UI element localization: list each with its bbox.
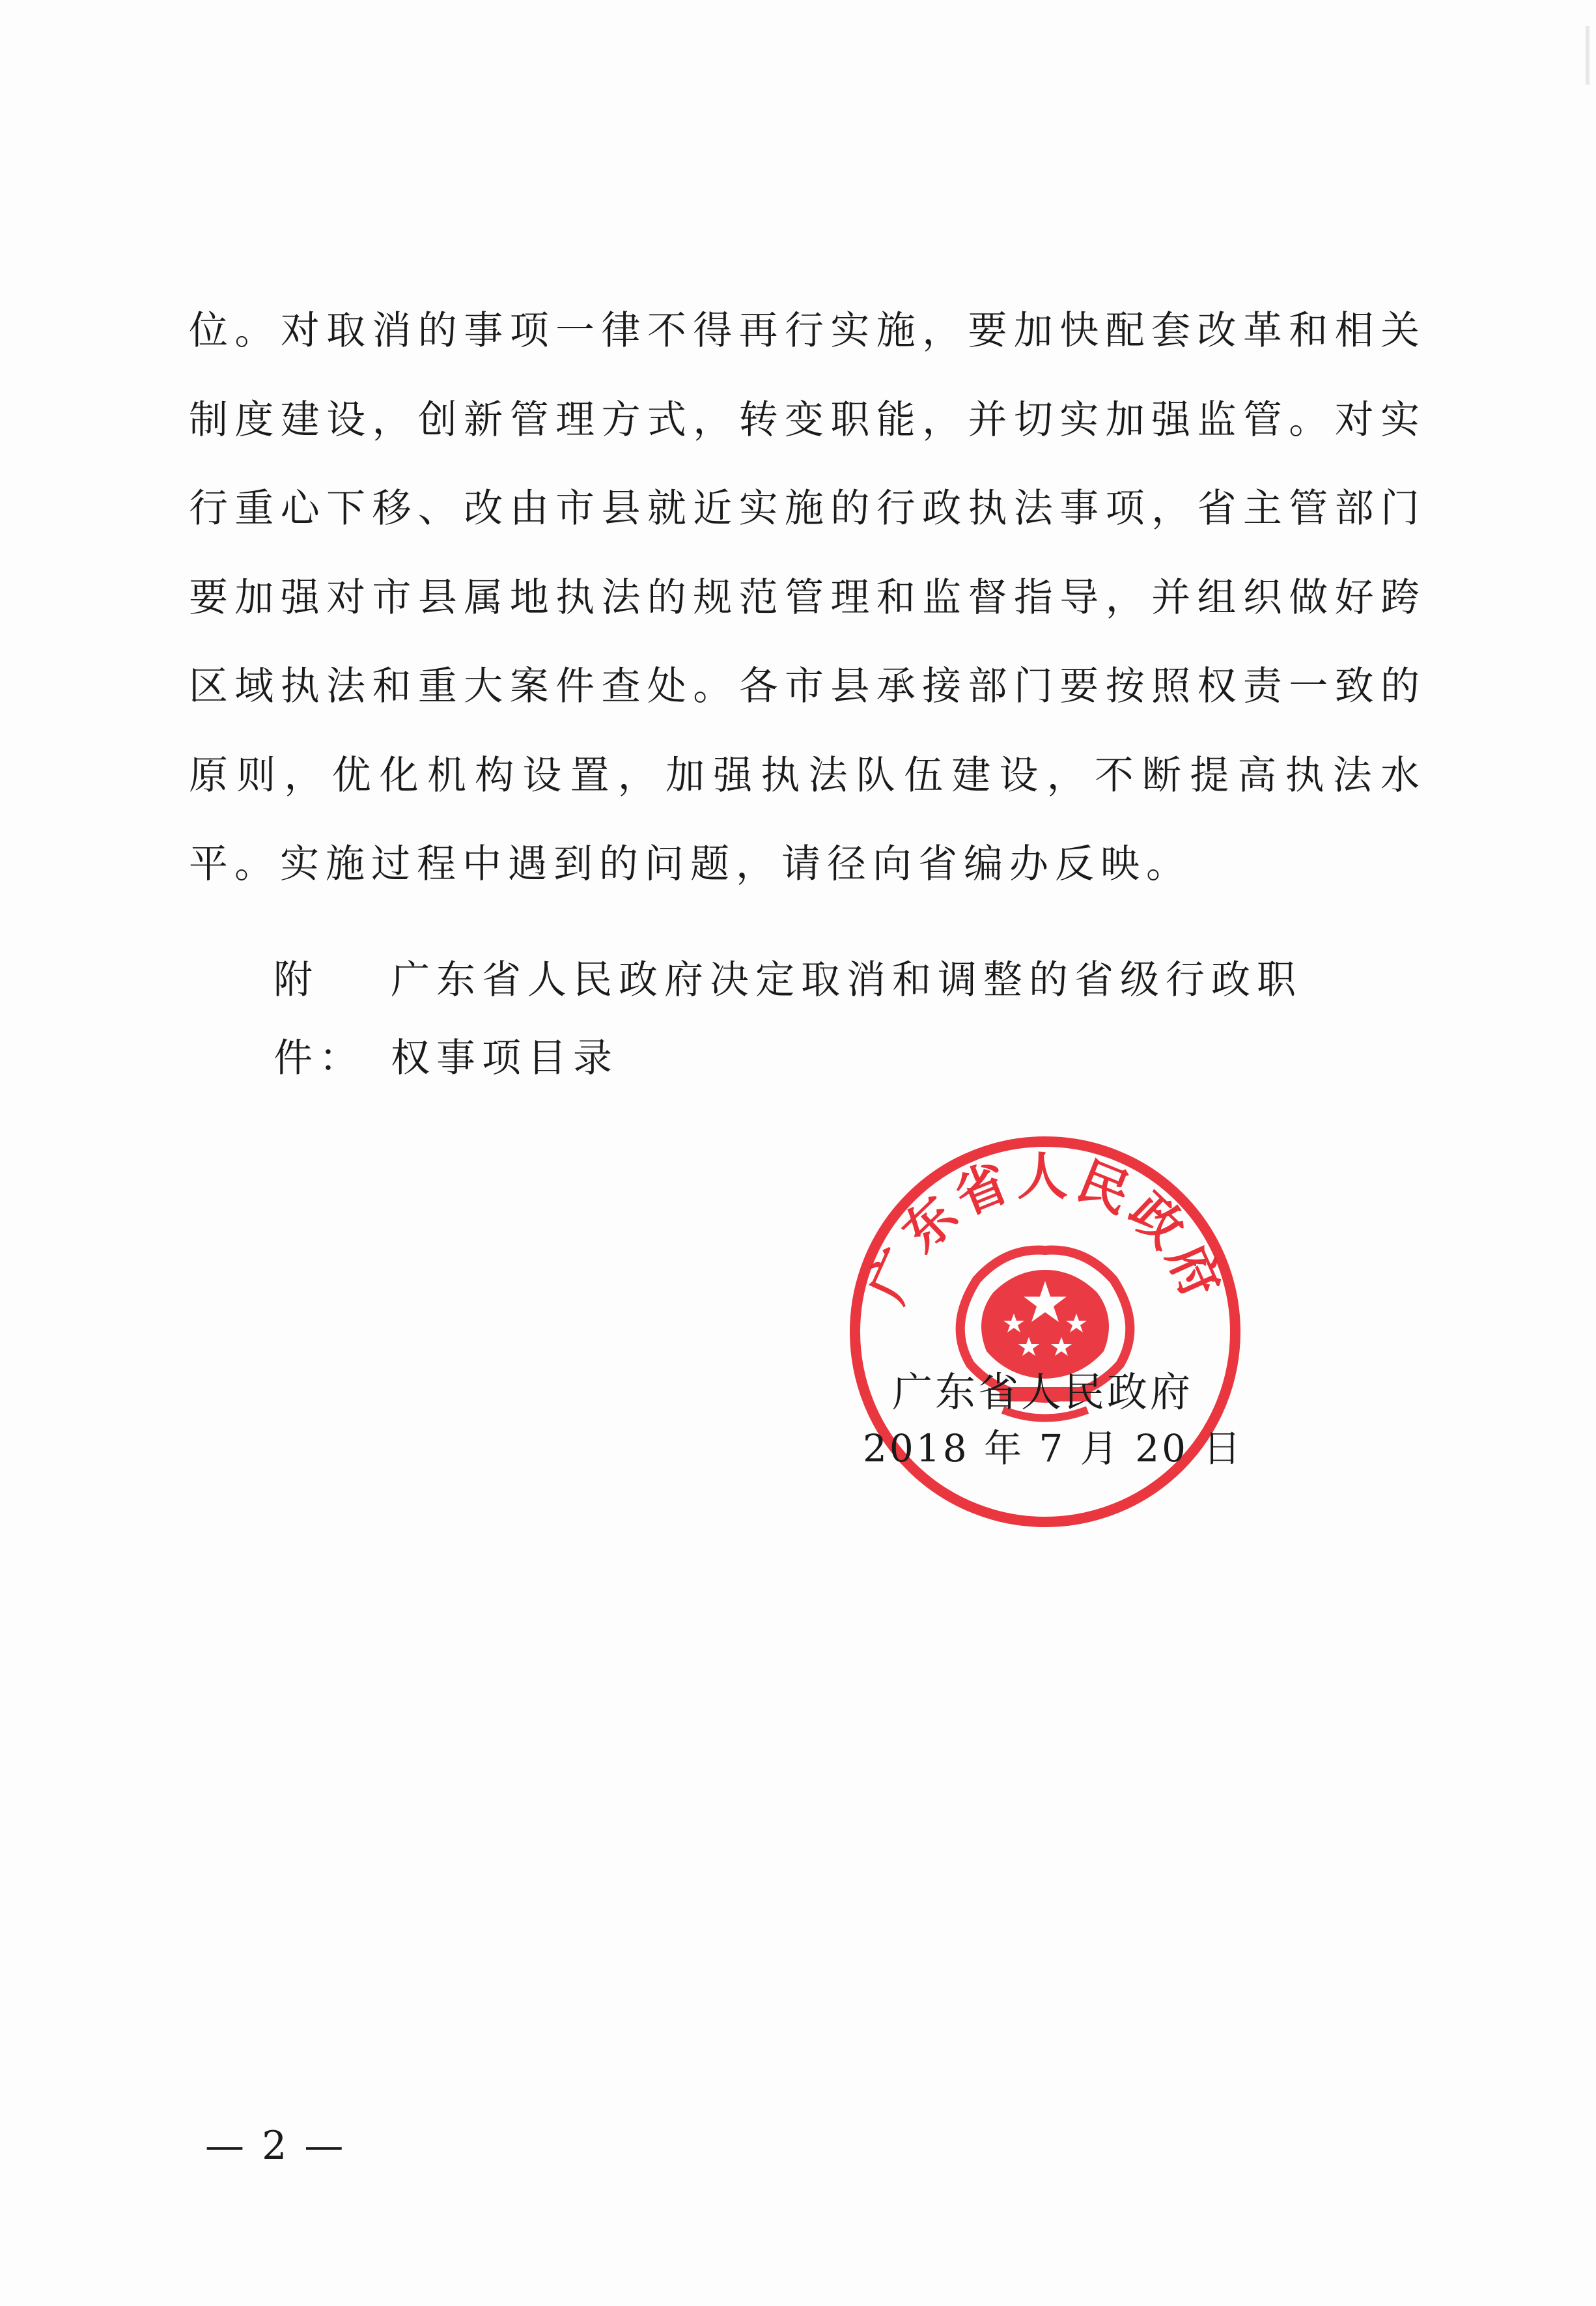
seal-text: 广东省人民政府 [857,1147,1233,1312]
signature-date: 2018 年 7 月 20 日 [863,1426,1244,1470]
signature-block [863,1364,1253,1476]
attachment-label: 附件： [273,957,365,1081]
attachment-line [189,941,1426,1097]
scan-edge-mark [1586,26,1589,85]
signature-organization: 广东省人民政府 [892,1368,1194,1416]
body-paragraph: 位。对取消的事项一律不得再行实施，要加快配套改革和相关制度建设，创新管理方式，转变职能，并切实加强监管。对实行重心下移、改由市县就近实施的行政执法事项，省主管部门要加强对市县属地执法的规范管理和监督指导，并组织做好跨区域执法和重大案件查处。各市县承接部门要按照权责一致的原则，优化机构设置，加强执法队伍建设，不断提高执法水平。实施过程中遇到的问题，请径向省编办反映。 [189,308,1426,887]
attachment-title: 广东省人民政府决定取消和调整的省级行政职权事项目录 [391,957,1302,1081]
page-number: — 2 — [205,2123,346,2169]
